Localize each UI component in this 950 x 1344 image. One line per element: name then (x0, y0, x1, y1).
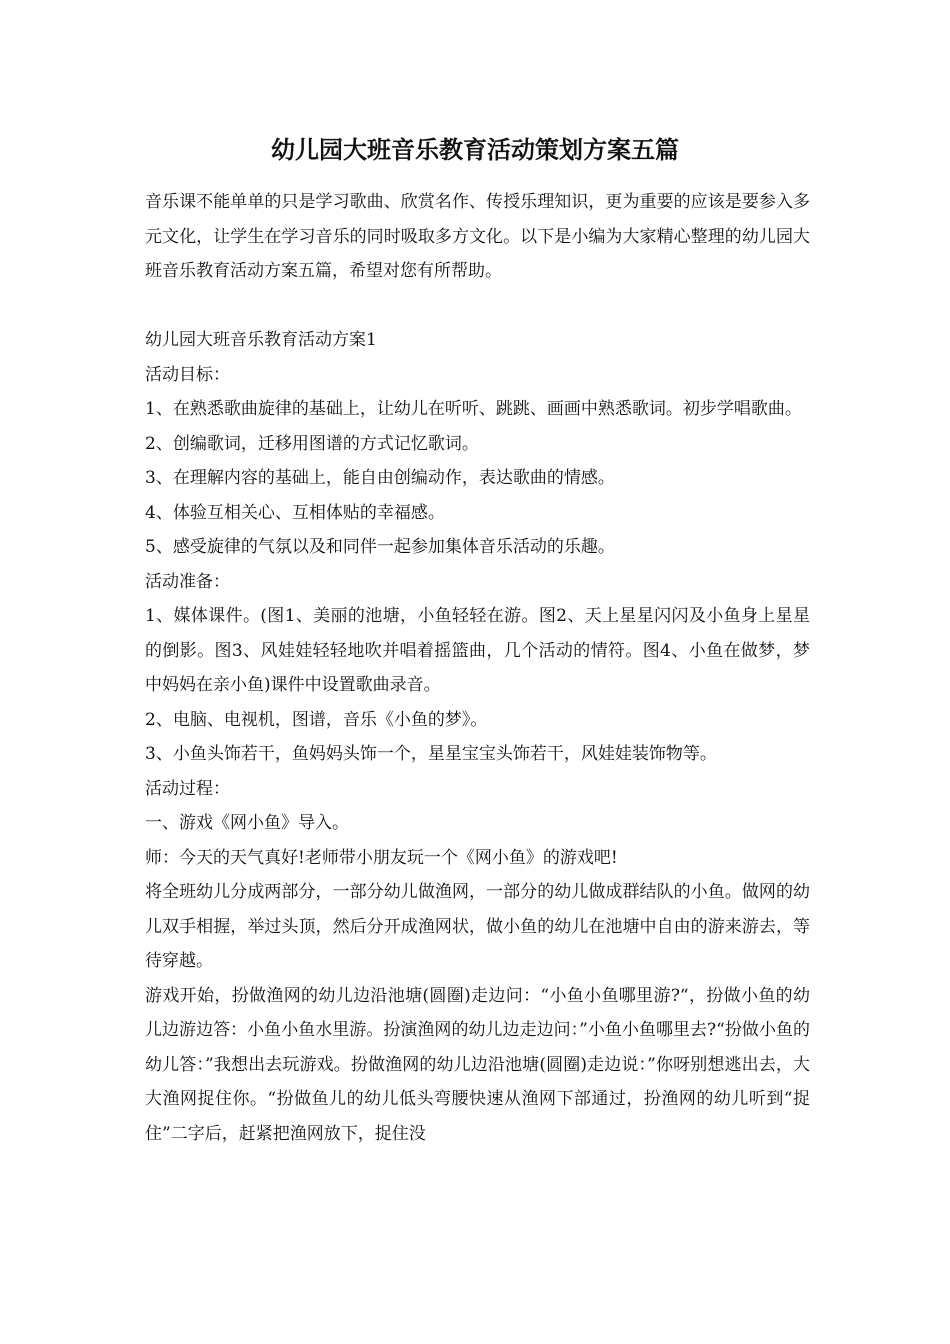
document-body (145, 185, 810, 1151)
preparation-item-1: 1、媒体课件。(图1、美丽的池塘，小鱼轻轻在游。图2、天上星星闪闪及小鱼身上星星的倒影。图3、风娃娃轻轻地吹并唱着摇篮曲，几个活动的情符。图4、小鱼在做梦，梦中妈妈在亲小鱼)课件中设置歌曲录音。 (145, 606, 810, 695)
intro-paragraph: 音乐课不能单单的只是学习歌曲、欣赏名作、传授乐理知识，更为重要的应该是要参入多元文化，让学生在学习音乐的同时吸取多方文化。以下是小编为大家精心整理的幼儿园大班音乐教育活动方案五篇，希望对您有所帮助。 (145, 192, 810, 281)
section-heading: 幼儿园大班音乐教育活动方案1 (145, 330, 377, 350)
process-step-1: 一、游戏《网小鱼》导入。 (145, 813, 349, 833)
process-paragraph: 师：今天的天气真好!老师带小朋友玩一个《网小鱼》的游戏吧! (145, 847, 618, 868)
goal-item-5: 5、感受旋律的气氛以及和同伴一起参加集体音乐活动的乐趣。 (145, 537, 615, 557)
preparation-item-2: 2、电脑、电视机，图谱，音乐《小鱼的梦》。 (145, 709, 488, 730)
goal-item-4: 4、体验互相关心、互相体贴的幸福感。 (145, 502, 445, 523)
goal-item-1: 1、在熟悉歌曲旋律的基础上，让幼儿在听听、跳跳、画画中熟悉歌词。初步学唱歌曲。 (145, 399, 802, 419)
process-paragraph: 游戏开始，扮做渔网的幼儿边沿池塘(圆圈)走边问：“小鱼小鱼哪里游?“，扮做小鱼的幼儿边游边答：小鱼小鱼水里游。扮演渔网的幼儿边走边问：”小鱼小鱼哪里去?“扮做小鱼的幼儿答：”我想出去玩游戏。扮做渔网的幼儿边沿池塘(圆圈)走边说：”你呀别想逃出去，大大渔网捉住你。“扮做鱼儿的幼儿低头弯腰快速从渔网下部通过，扮渔网的幼儿听到“捉住”二字后，赶紧把渔网放下，捉住没 (145, 985, 810, 1144)
document-title: 幼儿园大班音乐教育活动策划方案五篇 (271, 135, 679, 164)
goal-item-3: 3、在理解内容的基础上，能自由创编动作，表达歌曲的情感。 (145, 468, 615, 488)
subheading-preparation: 活动准备： (145, 571, 230, 592)
subheading-goals: 活动目标： (145, 364, 230, 385)
process-paragraph: 将全班幼儿分成两部分，一部分幼儿做渔网，一部分的幼儿做成群结队的小鱼。做网的幼儿双手相握，举过头顶，然后分开成渔网状，做小鱼的幼儿在池塘中自由的游来游去，等待穿越。 (145, 882, 810, 971)
preparation-item-3: 3、小鱼头饰若干，鱼妈妈头饰一个，星星宝宝头饰若干，风娃娃装饰物等。 (145, 744, 717, 764)
goal-item-2: 2、创编歌词，迁移用图谱的方式记忆歌词。 (145, 433, 479, 454)
subheading-process: 活动过程： (145, 778, 230, 799)
